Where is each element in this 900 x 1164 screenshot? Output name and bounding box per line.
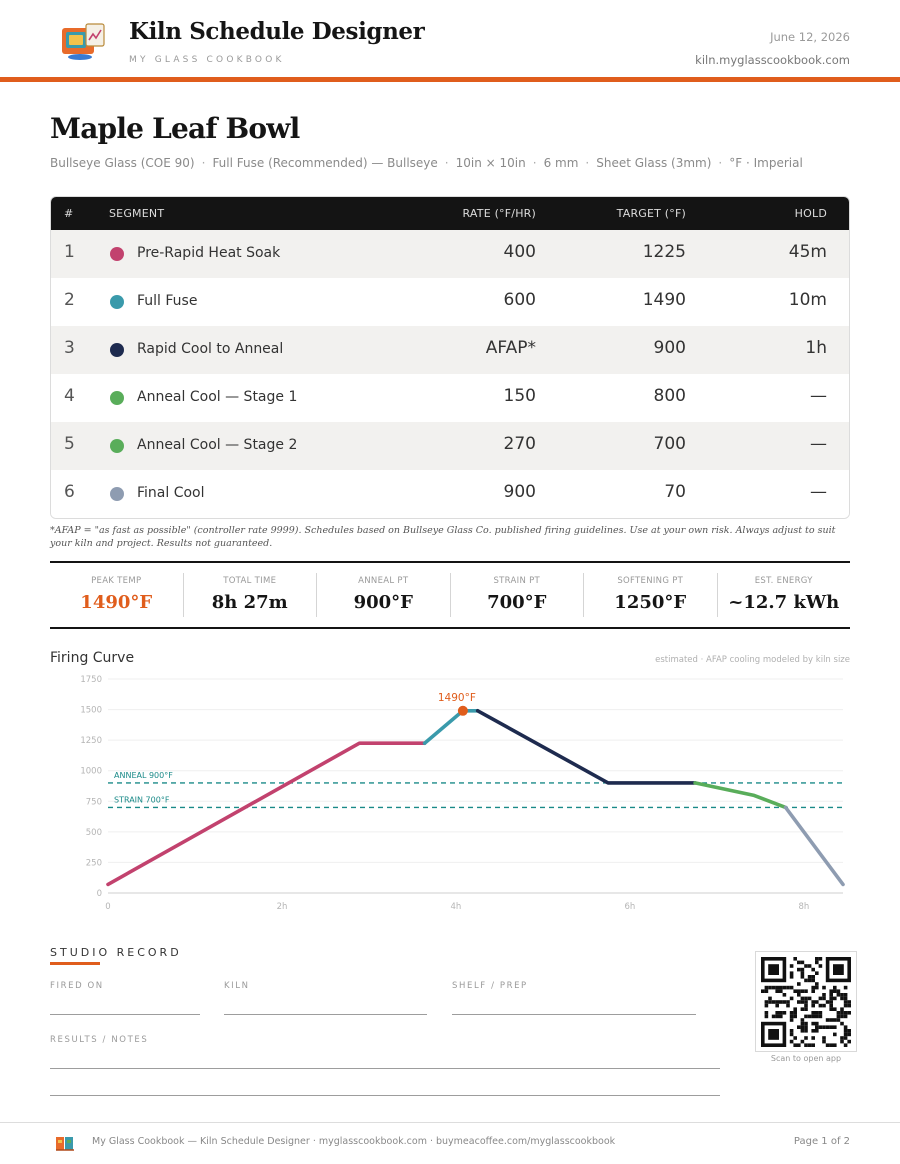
y-tick-label: 750	[85, 797, 102, 808]
app-title: Kiln Schedule Designer	[129, 18, 425, 45]
peak-marker	[458, 706, 468, 716]
y-tick-label: 1500	[80, 705, 102, 716]
segment-rate: 150	[503, 386, 536, 406]
studio-record-title: STUDIO RECORD	[50, 946, 182, 959]
y-tick-label: 500	[85, 827, 102, 838]
curve-segment	[108, 743, 425, 884]
stat-peak-temp	[50, 573, 184, 617]
stat-value: 8h 27m	[211, 592, 288, 613]
x-tick-label: 4h	[450, 902, 462, 912]
stat-energy	[718, 573, 851, 617]
stat-value: 1250°F	[614, 592, 687, 613]
segment-color-dot	[110, 391, 124, 405]
kiln-app-logo-icon	[60, 22, 106, 62]
segment-target: 70	[664, 482, 686, 502]
segment-rate: AFAP*	[485, 338, 536, 358]
segment-table	[50, 196, 850, 519]
stat-value: 900°F	[353, 592, 413, 613]
notes-line[interactable]	[50, 1068, 720, 1069]
col-segment-header: SEGMENT	[109, 207, 165, 220]
app-url-link[interactable]: kiln.myglasscookbook.com	[695, 53, 850, 67]
peak-label: 1490°F	[437, 691, 476, 704]
segment-color-dot	[110, 487, 124, 501]
stat-value: ~12.7 kWh	[728, 592, 840, 613]
segment-hold: —	[810, 386, 827, 406]
meta-thickness: 6 mm	[543, 156, 579, 170]
segment-number: 4	[64, 386, 75, 406]
segment-number: 2	[64, 290, 75, 310]
firing-curve-chart	[50, 668, 850, 918]
qr-code-frame[interactable]	[755, 951, 857, 1052]
y-tick-label: 1750	[80, 675, 102, 685]
table-row	[51, 422, 849, 470]
meta-units: °F · Imperial	[729, 156, 803, 170]
table-row	[51, 278, 849, 326]
segment-hold: 10m	[788, 290, 827, 310]
stats-strip	[50, 561, 850, 629]
curve-segment	[478, 711, 695, 783]
page-header	[0, 0, 900, 82]
meta-separator: ·	[585, 156, 590, 170]
page-footer	[0, 1122, 900, 1164]
col-target-header: TARGET (°F)	[616, 207, 686, 220]
segment-color-dot	[110, 247, 124, 261]
segment-rate: 270	[503, 434, 536, 454]
stat-value: 1490°F	[80, 592, 153, 613]
kiln-field[interactable]	[224, 1014, 427, 1015]
meta-separator: ·	[201, 156, 206, 170]
segment-name: Final Cool	[137, 485, 205, 501]
segment-number: 3	[64, 338, 75, 358]
col-hold-header: HOLD	[794, 207, 827, 220]
segment-target: 1490	[642, 290, 686, 310]
x-tick-label: 8h	[798, 902, 810, 912]
x-tick-label: 2h	[276, 902, 288, 912]
project-title: Maple Leaf Bowl	[50, 112, 300, 145]
meta-separator: ·	[444, 156, 449, 170]
shelf-prep-field[interactable]	[452, 1014, 696, 1015]
table-header	[51, 197, 849, 230]
fired-on-label: FIRED ON	[50, 981, 104, 991]
segment-number: 5	[64, 434, 75, 454]
book-logo-icon	[55, 1135, 75, 1152]
segment-color-dot	[110, 439, 124, 453]
fired-on-field[interactable]	[50, 1014, 200, 1015]
stat-label: ANNEAL PT	[358, 576, 409, 586]
y-tick-label: 0	[96, 889, 102, 899]
segment-name: Anneal Cool — Stage 2	[137, 437, 298, 453]
section-underline	[50, 962, 100, 965]
segment-target: 800	[653, 386, 686, 406]
x-tick-label: 6h	[624, 902, 636, 912]
col-num-header: #	[64, 207, 74, 220]
segment-name: Full Fuse	[137, 293, 198, 309]
stat-label: TOTAL TIME	[223, 576, 277, 586]
segment-hold: 1h	[805, 338, 827, 358]
x-tick-label: 0	[105, 902, 111, 912]
app-subtitle: MY GLASS COOKBOOK	[129, 55, 285, 65]
segment-target: 700	[653, 434, 686, 454]
stat-softening-point	[584, 573, 718, 617]
footer-credits: My Glass Cookbook — Kiln Schedule Designer · myglasscookbook.com · buymeacoffee.com/myglasscookbook	[92, 1136, 616, 1147]
segment-hold: —	[810, 434, 827, 454]
table-row	[51, 230, 849, 278]
qr-code-icon	[756, 952, 856, 1051]
segment-hold: —	[810, 482, 827, 502]
reference-line-label: STRAIN 700°F	[114, 795, 170, 805]
chart-title: Firing Curve	[50, 650, 135, 666]
table-row	[51, 470, 849, 518]
table-row	[51, 326, 849, 374]
stat-total-time	[184, 573, 318, 617]
stat-value: 700°F	[487, 592, 547, 613]
segment-rate: 900	[503, 482, 536, 502]
stat-anneal-point	[317, 573, 451, 617]
results-notes-label: RESULTS / NOTES	[50, 1035, 149, 1045]
segment-hold: 45m	[788, 242, 827, 262]
segment-target: 900	[653, 338, 686, 358]
segment-name: Pre-Rapid Heat Soak	[137, 245, 281, 261]
meta-separator: ·	[532, 156, 537, 170]
stat-label: STRAIN PT	[493, 576, 541, 586]
stat-label: PEAK TEMP	[91, 576, 142, 586]
segment-number: 1	[64, 242, 75, 262]
print-date: June 12, 2026	[770, 30, 850, 44]
segment-number: 6	[64, 482, 75, 502]
kiln-label: KILN	[224, 981, 250, 991]
curve-segment	[786, 807, 843, 884]
table-row	[51, 374, 849, 422]
meta-glass: Bullseye Glass (COE 90)	[50, 156, 195, 170]
curve-segment	[425, 711, 478, 743]
meta-separator: ·	[718, 156, 723, 170]
col-rate-header: RATE (°F/HR)	[462, 207, 536, 220]
reference-line-label: ANNEAL 900°F	[114, 770, 173, 780]
y-tick-label: 250	[85, 858, 102, 869]
segment-rate: 400	[503, 242, 536, 262]
notes-line[interactable]	[50, 1095, 720, 1096]
y-tick-label: 1250	[80, 736, 102, 747]
project-meta	[50, 156, 803, 170]
stat-label: SOFTENING PT	[617, 576, 684, 586]
meta-schedule: Full Fuse (Recommended) — Bullseye	[212, 156, 438, 170]
stat-strain-point	[451, 573, 585, 617]
qr-caption: Scan to open app	[770, 1054, 842, 1063]
y-tick-label: 1000	[80, 766, 102, 777]
segment-color-dot	[110, 343, 124, 357]
segment-rate: 600	[503, 290, 536, 310]
afap-footnote: *AFAP = "as fast as possible" (controller rate 9999). Schedules based on Bullseye Glass Co. published firing guidelines. Use at your own risk. Always adjust to suit your kiln and project. Results not guaranteed.	[50, 525, 836, 549]
page-number: Page 1 of 2	[793, 1136, 850, 1147]
segment-target: 1225	[642, 242, 686, 262]
shelf-prep-label: SHELF / PREP	[452, 981, 528, 991]
curve-segment	[695, 783, 786, 808]
segment-color-dot	[110, 295, 124, 309]
meta-size: 10in × 10in	[455, 156, 526, 170]
meta-form: Sheet Glass (3mm)	[596, 156, 712, 170]
segment-name: Rapid Cool to Anneal	[137, 341, 284, 357]
stat-label: EST. ENERGY	[754, 576, 813, 586]
segment-name: Anneal Cool — Stage 1	[137, 389, 298, 405]
chart-note: estimated · AFAP cooling modeled by kiln size	[655, 655, 850, 665]
